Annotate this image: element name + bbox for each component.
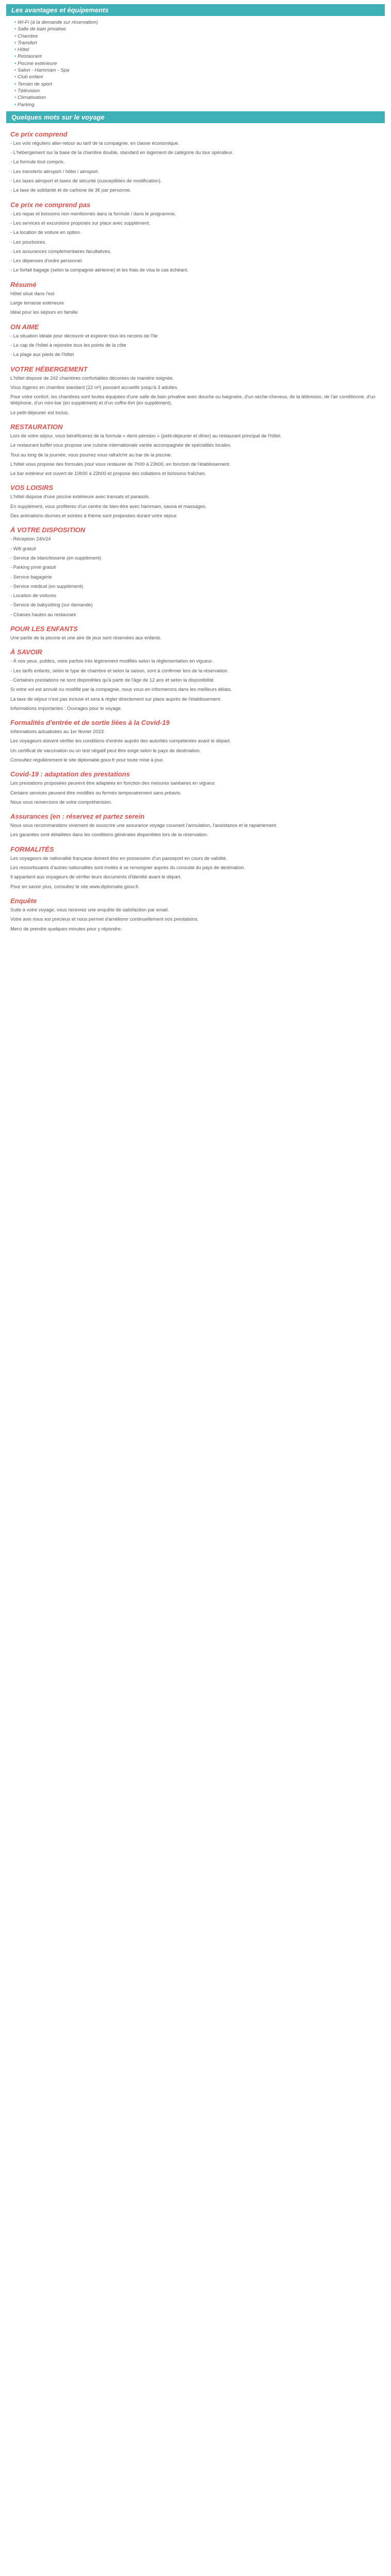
section-heading: Enquête — [10, 896, 37, 905]
section — [10, 281, 381, 316]
section-paragraph: Informations actualisées au 1er février 2023. — [10, 729, 105, 735]
section-paragraph: Les ressortissants d'autres nationalités sont invités à se renseigner auprès du consulat du pays de destination. — [10, 865, 246, 871]
section-paragraph: - Service de babysitting (sur demande) — [10, 602, 93, 608]
equipment-item: • Restaurant — [14, 53, 385, 60]
section-paragraph: - Location de voitures — [10, 593, 56, 599]
section-paragraph: - Parking privé gratuit — [10, 565, 56, 570]
section-paragraph: - La situation idéale pour découvrir et explorer tous les recoins de l'île — [10, 333, 158, 338]
section — [10, 201, 381, 274]
section-paragraph: - Service bagagerie — [10, 574, 52, 580]
section-paragraph: - Service de blanchisserie (en supplément) — [10, 555, 102, 561]
section-paragraph: Informations importantes : Ouvrages pour le voyage. — [10, 705, 122, 711]
section — [10, 323, 381, 358]
section-heading: À VOTRE DISPOSITION — [10, 526, 86, 534]
equipment-item: • Terrain de sport — [14, 81, 385, 88]
section-paragraph: - Wifi gratuit — [10, 546, 36, 551]
section-paragraph: Tout au long de la journée, vous pourrez vous rafraîchir au bar de la piscine. — [10, 452, 172, 457]
section-paragraph: Le restaurant buffet vous propose une cuisine internationale variée accompagnée de spécialités locales. — [10, 443, 232, 448]
section-paragraph: Des animations diurnes et soirées à thème sont proposées durant votre séjour. — [10, 513, 178, 519]
section-heading: Résumé — [10, 280, 37, 289]
section-paragraph: - L'hébergement sur la base de la chambre double, standard en logement de catégorie du tour opérateur. — [10, 150, 234, 156]
section-paragraph: L'hôtel dispose de 242 chambres confortables décorées de manière soignée. — [10, 375, 174, 381]
section-paragraph: Les voyageurs de nationalité française doivent être en possession d'un passeport en cours de validité. — [10, 855, 227, 861]
section-paragraph: - Les dépenses d'ordre personnel. — [10, 258, 83, 264]
section-heading: FORMALITÉS — [10, 845, 54, 853]
section-paragraph: Les prestations proposées peuvent être adaptées en fonction des mesures sanitaires en vigueur. — [10, 781, 216, 786]
equipment-title: Les avantages et équipements — [6, 4, 385, 16]
quelques-title: Quelques mots sur le voyage — [6, 111, 385, 123]
section-heading: VOTRE HÉBERGEMENT — [10, 365, 88, 373]
section — [10, 130, 381, 194]
section-paragraph: - Les taxes aéroport et taxes de sécurité (susceptibles de modification). — [10, 178, 162, 184]
equipment-item: • Hôtel — [14, 46, 385, 53]
section-paragraph: - Les assurances complémentaires facultatives. — [10, 248, 111, 254]
section-paragraph: Merci de prendre quelques minutes pour y répondre. — [10, 926, 122, 931]
equipment-item: • Parking — [14, 101, 385, 108]
section-paragraph: - Les repas et boissons non mentionnés dans la formule / dans le programme. — [10, 211, 176, 216]
section — [10, 484, 381, 519]
section-paragraph: Les garanties sont détaillées dans les conditions générales disponibles lors de la réservation. — [10, 832, 208, 838]
section-paragraph: - Les vols réguliers aller-retour au tarif de la compagnie, en classe économique. — [10, 140, 180, 146]
section-paragraph: Idéal pour les séjours en famille — [10, 310, 78, 315]
equipment-item: • Salon - Hammam - Spa — [14, 67, 385, 74]
section-paragraph: L'hôtel dispose d'une piscine extérieure avec transats et parasols. — [10, 494, 150, 500]
section-paragraph: Large terrasse extérieure — [10, 300, 64, 306]
section-heading: ON AIME — [10, 323, 39, 331]
section — [10, 812, 381, 838]
trip-details — [6, 123, 385, 932]
section-paragraph: L'hôtel vous propose des formules pour vous restaurer de 7h00 à 23h00, en fonction de l'établissement. — [10, 461, 231, 467]
section-paragraph: Pour votre confort, les chambres sont toutes équipées d'une salle de bain privative avec douche ou baignoire, d'un sèche-cheveux, de la télévision, de l'air conditionné, d'un téléphone, d'un mini-bar (en supplément) et d'un coffre-fort (en supplément). — [10, 394, 376, 406]
section-paragraph: La taxe de séjour n'est pas incluse et sera à régler directement sur place auprès de l'établissement. — [10, 696, 222, 702]
section-paragraph: Si votre vol est annulé ou modifié par la compagnie, nous vous en informerons dans les meilleurs délais. — [10, 687, 232, 692]
section-paragraph: - La plage aux pieds de l'hôtel — [10, 352, 74, 358]
equipment-item: • Transfert — [14, 40, 385, 46]
section-heading: VOS LOISIRS — [10, 484, 54, 492]
section-paragraph: - À nos yeux, publics, voire parfois très légèrement modifiés selon la réglementation en vigueur. — [10, 658, 213, 664]
section-paragraph: Suite à votre voyage, vous recevrez une enquête de satisfaction par email. — [10, 907, 169, 912]
section-heading: À SAVOIR — [10, 648, 42, 656]
section-paragraph: - La taxe de solidarité et de carbone de 3€ par personne. — [10, 188, 132, 193]
section-heading: Covid-19 : adaptation des prestations — [10, 770, 130, 778]
section — [10, 897, 381, 932]
section-paragraph: Il appartient aux voyageurs de vérifier leurs documents d'identité avant le départ. — [10, 874, 182, 880]
section — [10, 365, 381, 416]
section-heading: Formalités d'entrée et de sortie liées à la Covid-19 — [10, 719, 170, 727]
section-paragraph: Hôtel situé dans l'est — [10, 291, 55, 296]
section-paragraph: Pour en savoir plus, consultez le site www.diplomatie.gouv.fr. — [10, 884, 140, 889]
section-paragraph: Une partie de la piscine et une aire de jeux sont réservées aux enfants. — [10, 635, 162, 641]
section-heading: POUR LES ENFANTS — [10, 625, 78, 633]
section-paragraph: Consultez régulièrement le site diplomatie.gouv.fr pour toute mise à jour. — [10, 757, 164, 762]
equipment-item: • Télévision — [14, 88, 385, 94]
section-heading: RESTAURATION — [10, 422, 63, 431]
section-paragraph: - Les tarifs enfants, selon le type de chambre et selon la saison, sont à confirmer lors de la réservation. — [10, 668, 229, 673]
section-paragraph: En supplément, vous profiterez d'un centre de bien-être avec hammam, sauna et massages. — [10, 503, 207, 509]
section — [10, 423, 381, 477]
section-paragraph: - Les services et excursions proposés sur place avec supplément. — [10, 220, 151, 226]
section — [10, 719, 381, 763]
section — [10, 770, 381, 805]
section-paragraph: Un certificat de vaccination ou un test négatif peut être exigé selon le pays de destination. — [10, 748, 201, 753]
section-paragraph: - Le cap de l'hôtel à rejoindre tous les points de la côte — [10, 342, 126, 348]
equipment-item: • Club enfant — [14, 74, 385, 80]
section-paragraph: - Les pourboires. — [10, 239, 46, 245]
equipment-item: • Wi-Fi (à la demande sur réservation) — [14, 19, 385, 26]
section-paragraph: Lors de votre séjour, vous bénéficierez de la formule « demi-pension » (petit-déjeuner et dîner) au restaurant principal de l'hôtel. — [10, 433, 282, 438]
equipment-list — [6, 19, 385, 108]
section — [10, 625, 381, 641]
section-paragraph: Les voyageurs doivent vérifier les conditions d'entrée auprès des autorités compétentes avant le départ. — [10, 738, 231, 744]
section-paragraph: Le petit-déjeuner est inclus. — [10, 410, 69, 415]
equipment-item: • Salle de bain privative — [14, 26, 385, 32]
section — [10, 845, 381, 890]
section-paragraph: Votre avis nous est précieux et nous permet d'améliorer continuellement nos prestations. — [10, 917, 199, 922]
section-heading: Ce prix ne comprend pas — [10, 200, 91, 209]
section-heading: Ce prix comprend — [10, 130, 68, 138]
section-paragraph: - La formule tout compris. — [10, 159, 65, 165]
section-paragraph: - La location de voiture en option. — [10, 230, 82, 235]
equipment-item: • Climatisation — [14, 94, 385, 101]
section — [10, 526, 381, 618]
equipment-item: • Piscine extérieure — [14, 60, 385, 67]
section-paragraph: - Certaines prestations ne sont disponibles qu'à partir de l'âge de 12 ans et selon la disponibilité. — [10, 677, 215, 683]
section-paragraph: - Réception 24h/24 — [10, 536, 51, 542]
section-paragraph: Nous vous recommandons vivement de souscrire une assurance voyage couvrant l'annulation, l'assistance et le rapatriement. — [10, 823, 278, 828]
section-paragraph: - Les transferts aéroport / hôtel / aéroport. — [10, 168, 100, 174]
section-paragraph: Le bar extérieur est ouvert de 10h00 à 22h00 et propose des collations et boissons fraîches. — [10, 471, 206, 477]
section-paragraph: - Service médical (en supplément) — [10, 583, 84, 589]
section-paragraph: Vous logerez en chambre standard (22 m²) pouvant accueillir jusqu'à 3 adultes. — [10, 384, 178, 390]
section-paragraph: - Le forfait bagage (selon la compagnie aérienne) et les frais de visa le cas échéant. — [10, 267, 189, 273]
section-paragraph: - Chaises hautes au restaurant — [10, 612, 76, 617]
section-heading: Assurances (en : réservez et partez serein — [10, 812, 145, 821]
section-paragraph: Certains services peuvent être modifiés ou fermés temporairement sans préavis. — [10, 790, 182, 795]
section — [10, 648, 381, 711]
section-paragraph: Nous vous remercions de votre compréhension. — [10, 799, 112, 805]
equipment-item: • Chambre — [14, 33, 385, 40]
